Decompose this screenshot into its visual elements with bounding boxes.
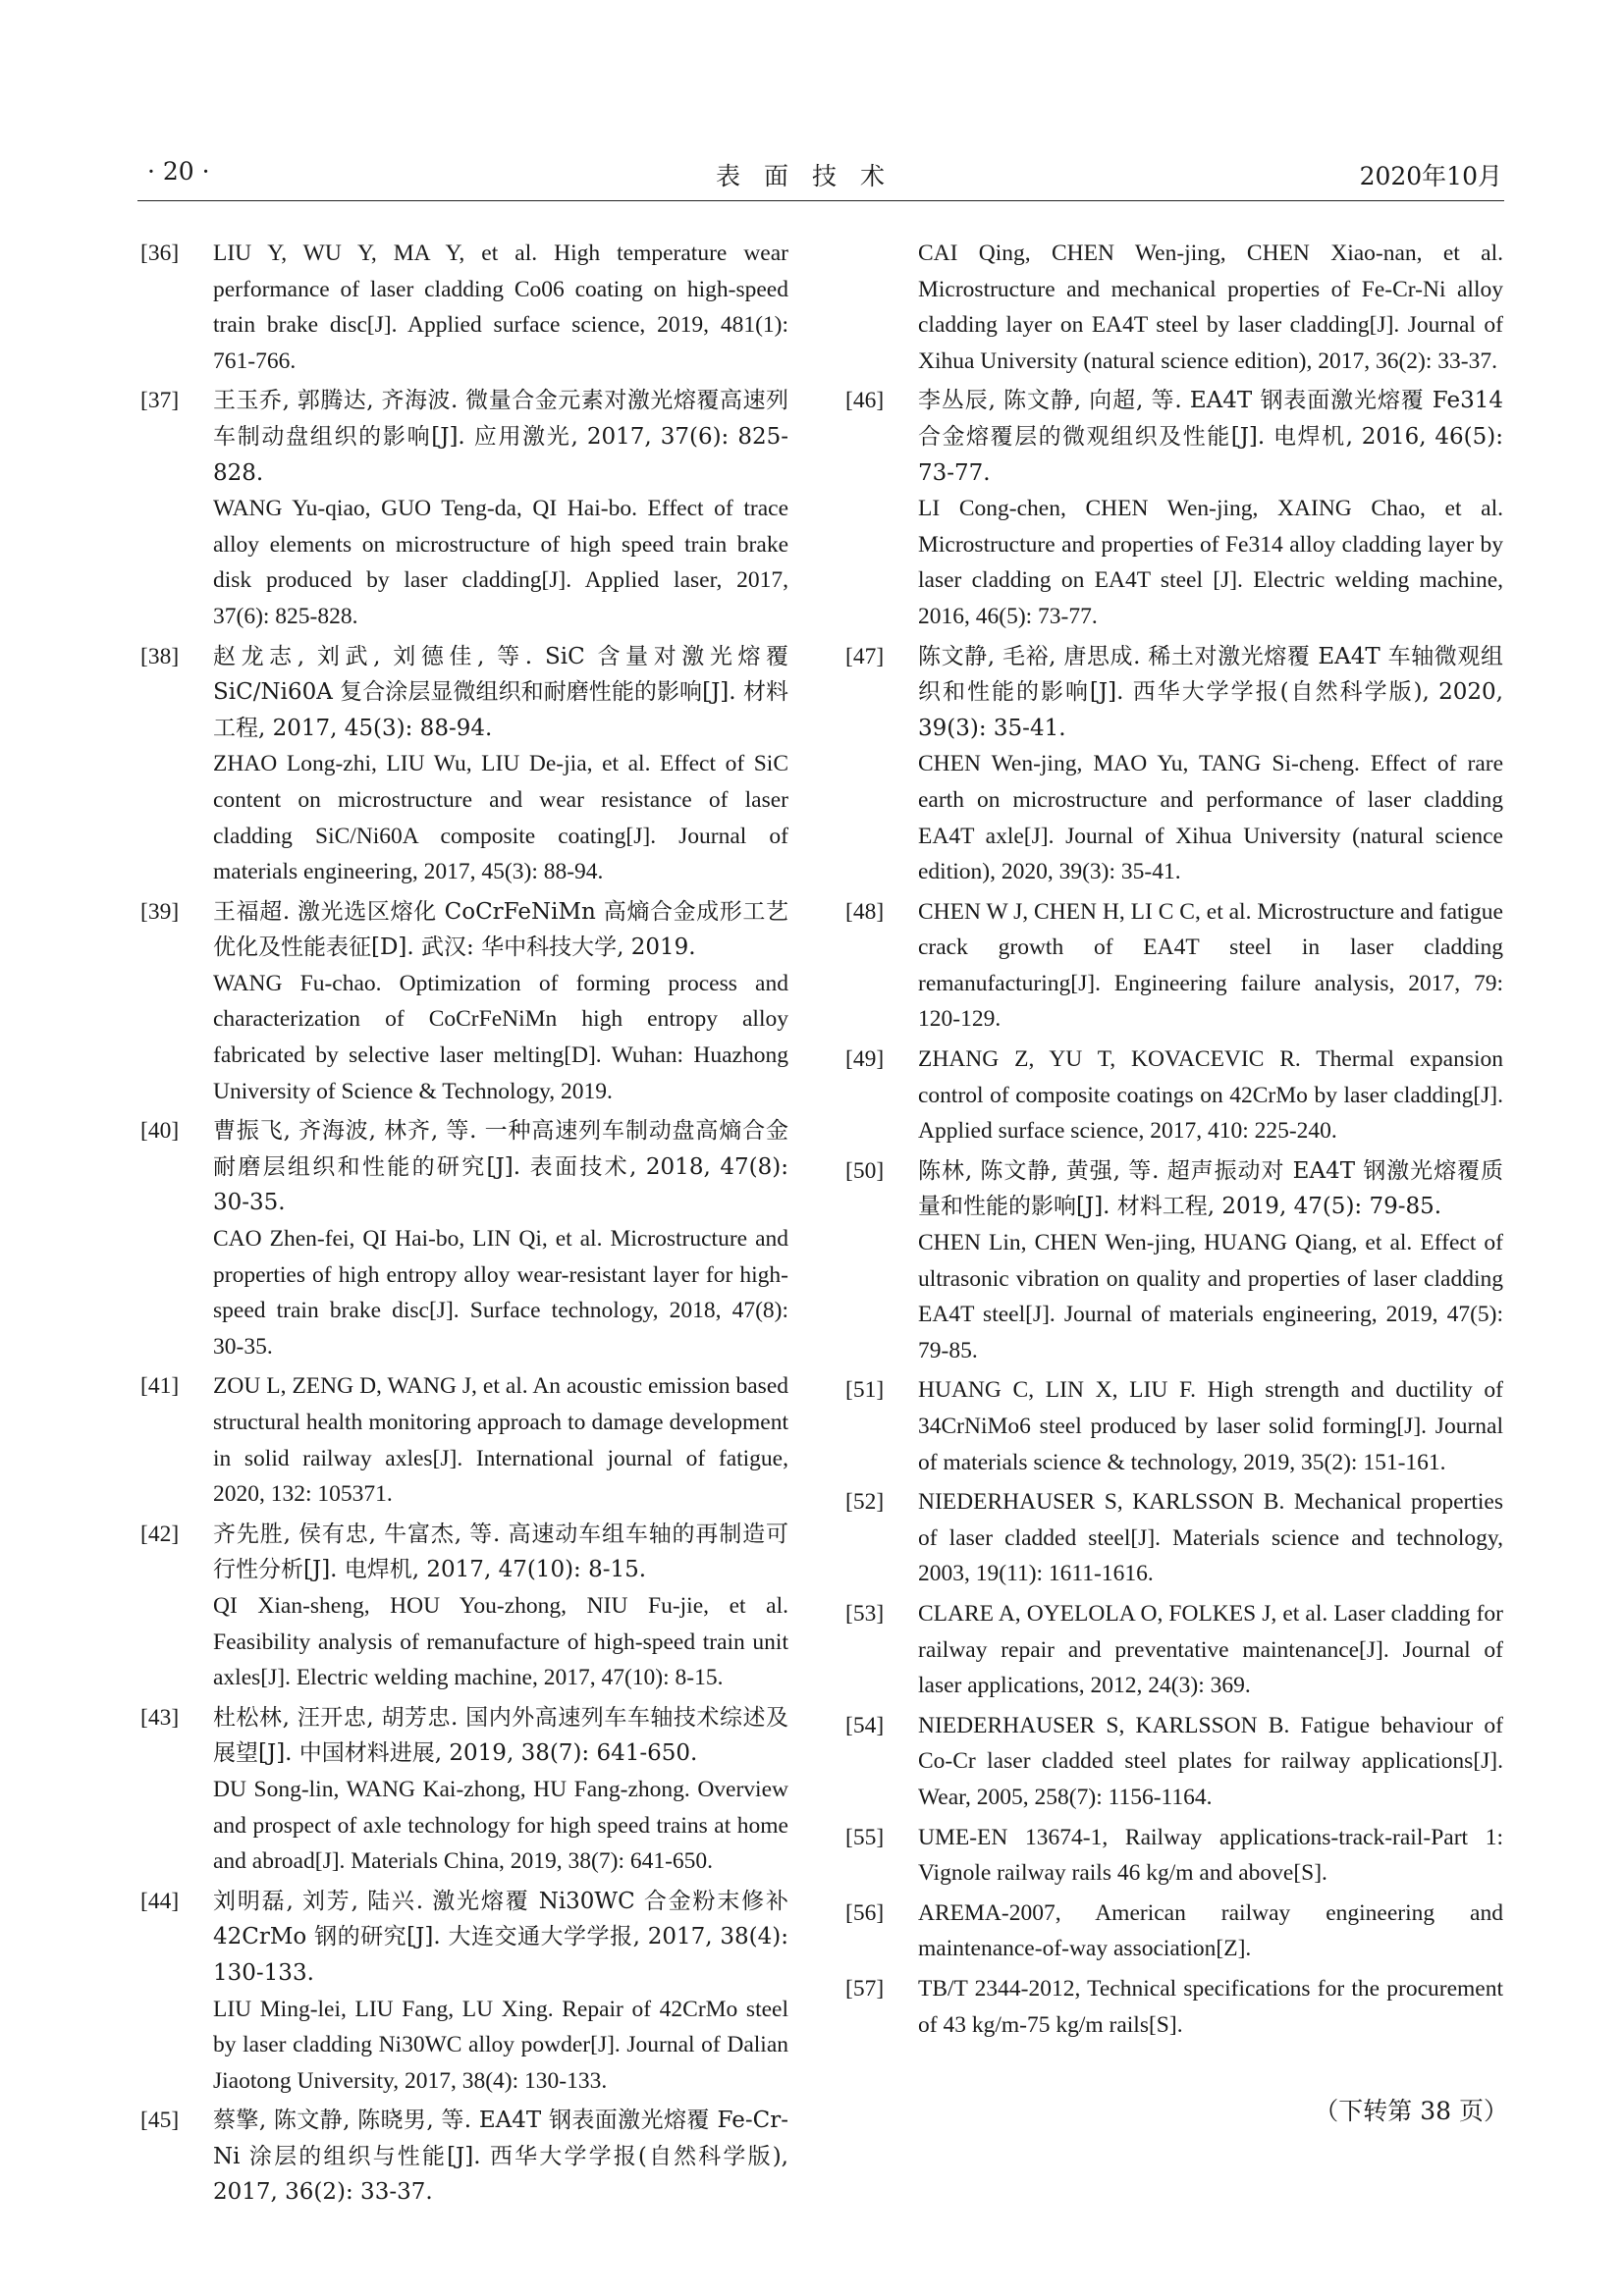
reference-english: ZHANG Z, YU T, KOVACEVIC R. Thermal expansion control of composite coatings on 42CrMo by laser cladding[J]. Applied surface science, 2017, 410: 225-240. <box>918 1046 1503 1145</box>
reference-entry <box>140 1517 788 1696</box>
reference-entry <box>140 1700 788 1880</box>
reference-number: [50] <box>845 1157 885 1184</box>
reference-column-left <box>140 236 788 2215</box>
reference-entry <box>845 1153 1503 1369</box>
reference-number: [55] <box>845 1824 885 1850</box>
reference-chinese: 赵龙志, 刘武, 刘德佳, 等. SiC 含量对激光熔覆 SiC/Ni60A 复合涂层显微组织和耐磨性能的影响[J]. 材料工程, 2017, 45(3): 88-94. <box>213 643 788 741</box>
reference-chinese: 王福超. 激光选区熔化 CoCrFeNiMn 高熵合金成形工艺优化及性能表征[D]. 武汉: 华中科技大学, 2019. <box>213 898 788 961</box>
reference-english: WANG Yu-qiao, GUO Teng-da, QI Hai-bo. Effect of trace alloy elements on microstructure of high speed train brake disk produced by laser cladding[J]. Applied laser, 2017, 37(6): 825-828. <box>213 496 788 629</box>
reference-entry <box>845 1041 1503 1149</box>
reference-english: LI Cong-chen, CHEN Wen-jing, XAING Chao, et al. Microstructure and properties of Fe314 alloy cladding layer by laser cladding on EA4T steel [J]. Electric welding machine, 2016, 46(5): 73-77. <box>918 496 1503 629</box>
reference-chinese: 陈林, 陈文静, 黄强, 等. 超声振动对 EA4T 钢激光熔覆质量和性能的影响[J]. 材料工程, 2019, 47(5): 79-85. <box>918 1157 1503 1220</box>
reference-chinese: 刘明磊, 刘芳, 陆兴. 激光熔覆 Ni30WC 合金粉末修补 42CrMo 钢的研究[J]. 大连交通大学学报, 2017, 38(4): 130-133. <box>213 1888 788 1986</box>
reference-entry <box>845 383 1503 634</box>
header-rule <box>137 200 1504 201</box>
reference-chinese: 齐先胜, 侯有忠, 牛富杰, 等. 高速动车组车轴的再制造可行性分析[J]. 电焊机, 2017, 47(10): 8-15. <box>213 1521 788 1583</box>
reference-number: [49] <box>845 1046 885 1073</box>
reference-entry <box>845 1484 1503 1592</box>
reference-english: QI Xian-sheng, HOU You-zhong, NIU Fu-jie, et al. Feasibility analysis of remanufacture of high-speed train unit axles[J]. Electric welding machine, 2017, 47(10): 8-15. <box>213 1592 788 1691</box>
reference-english: AREMA-2007, American railway engineering and maintenance-of-way association[Z]. <box>918 1899 1503 1962</box>
reference-number: [42] <box>140 1521 180 1547</box>
reference-number: [56] <box>845 1899 885 1926</box>
reference-entry <box>845 1372 1503 1480</box>
reference-number: [37] <box>140 388 180 414</box>
reference-number: [44] <box>140 1888 180 1914</box>
reference-entry <box>845 1820 1503 1892</box>
reference-chinese: 陈文静, 毛裕, 唐思成. 稀土对激光熔覆 EA4T 车轴微观组织和性能的影响[J]. 西华大学学报(自然科学版), 2020, 39(3): 35-41. <box>918 643 1503 741</box>
reference-number: [41] <box>140 1373 180 1400</box>
reference-english: CHEN Lin, CHEN Wen-jing, HUANG Qiang, et al. Effect of ultrasonic vibration on quality and properties of laser cladding EA4T steel[J]. Journal of materials engineering, 2019, 47(5): 79-85. <box>918 1230 1503 1363</box>
reference-continuation <box>845 236 1503 379</box>
journal-title: 表面技术 <box>715 162 908 190</box>
reference-entry <box>140 1884 788 2100</box>
reference-entry <box>845 894 1503 1038</box>
reference-number: [53] <box>845 1600 885 1627</box>
reference-column-right <box>845 236 1503 2047</box>
reference-english: ZHAO Long-zhi, LIU Wu, LIU De-jia, et al. Effect of SiC content on microstructure and wear resistance of laser cladding SiC/Ni60A composite coating[J]. Journal of materials engineering, 2017, 45(3): 88-94. <box>213 751 788 885</box>
reference-entry <box>140 894 788 1110</box>
reference-entry <box>140 1113 788 1364</box>
reference-entry <box>140 1368 788 1512</box>
reference-number: [48] <box>845 898 885 925</box>
reference-number: [36] <box>140 240 180 266</box>
reference-english: NIEDERHAUSER S, KARLSSON B. Mechanical properties of laser cladded steel[J]. Materials science and technology, 2003, 19(11): 1611-1616. <box>918 1489 1503 1587</box>
reference-english: CHEN W J, CHEN H, LI C C, et al. Microstructure and fatigue crack growth of EA4T steel in laser cladding remanufacturing[J]. Engineering failure analysis, 2017, 79: 120-129. <box>918 898 1503 1033</box>
reference-entry <box>845 1708 1503 1816</box>
page-number-label: · 20 · <box>147 157 210 186</box>
reference-chinese: 王玉乔, 郭腾达, 齐海波. 微量合金元素对激光熔覆高速列车制动盘组织的影响[J]. 应用激光, 2017, 37(6): 825-828. <box>213 388 788 486</box>
reference-number: [51] <box>845 1377 885 1404</box>
reference-entry <box>140 236 788 379</box>
reference-english: UME-EN 13674-1, Railway applications-track-rail-Part 1: Vignole railway rails 46 kg/m and above[S]. <box>918 1824 1503 1887</box>
reference-number: [43] <box>140 1704 180 1731</box>
reference-english: TB/T 2344-2012, Technical specifications for the procurement of 43 kg/m-75 kg/m rails[S]. <box>918 1975 1503 2038</box>
reference-number: [47] <box>845 643 885 669</box>
reference-entry <box>140 639 788 890</box>
issue-date: 2020年10月 <box>1359 162 1502 190</box>
reference-english: LIU Y, WU Y, MA Y, et al. High temperature wear performance of laser cladding Co06 coating on high-speed train brake disc[J]. Applied surface science, 2019, 481(1): 761-766. <box>213 240 788 374</box>
reference-english: CHEN Wen-jing, MAO Yu, TANG Si-cheng. Effect of rare earth on microstructure and performance of laser cladding EA4T axle[J]. Journal of Xihua University (natural science edition), 2020, 39(3): 35-41. <box>918 751 1503 885</box>
reference-entry <box>845 639 1503 890</box>
reference-english: CLARE A, OYELOLA O, FOLKES J, et al. Laser cladding for railway repair and preventative maintenance[J]. Journal of laser applications, 2012, 24(3): 369. <box>918 1600 1503 1699</box>
reference-number: [45] <box>140 2108 180 2134</box>
reference-number: [40] <box>140 1118 180 1145</box>
reference-english: DU Song-lin, WANG Kai-zhong, HU Fang-zhong. Overview and prospect of axle technology for high speed trains at home and abroad[J]. Materials China, 2019, 38(7): 641-650. <box>213 1776 788 1875</box>
continued-on-note: （下转第 38 页） <box>1314 2097 1508 2125</box>
reference-number: [57] <box>845 1975 885 2002</box>
reference-entry <box>845 1971 1503 2043</box>
reference-number: [46] <box>845 388 885 414</box>
reference-english: HUANG C, LIN X, LIU F. High strength and ductility of 34CrNiMo6 steel produced by laser solid forming[J]. Journal of materials science & technology, 2019, 35(2): 151-161. <box>918 1377 1503 1475</box>
reference-number: [54] <box>845 1712 885 1738</box>
reference-english: WANG Fu-chao. Optimization of forming process and characterization of CoCrFeNiMn high entropy alloy fabricated by selective laser melting[D]. Wuhan: Huazhong University of Science & Technology, 2019. <box>213 970 788 1104</box>
reference-entry <box>845 1896 1503 1967</box>
reference-number: [38] <box>140 643 180 669</box>
reference-english: CAI Qing, CHEN Wen-jing, CHEN Xiao-nan, et al. Microstructure and mechanical properties of Fe-Cr-Ni alloy cladding layer on EA4T steel by laser cladding[J]. Journal of Xihua University (natural science edition), 2017, 36(2): 33-37. <box>918 240 1503 374</box>
reference-entry <box>845 1596 1503 1704</box>
reference-chinese: 曹振飞, 齐海波, 林齐, 等. 一种高速列车制动盘高熵合金耐磨层组织和性能的研究[J]. 表面技术, 2018, 47(8): 30-35. <box>213 1118 788 1216</box>
reference-chinese: 李丛辰, 陈文静, 向超, 等. EA4T 钢表面激光熔覆 Fe314 合金熔覆层的微观组织及性能[J]. 电焊机, 2016, 46(5): 73-77. <box>918 388 1503 486</box>
reference-entry <box>140 2103 788 2211</box>
reference-english: LIU Ming-lei, LIU Fang, LU Xing. Repair of 42CrMo steel by laser cladding Ni30WC alloy powder[J]. Journal of Dalian Jiaotong University, 2017, 38(4): 130-133. <box>213 1996 788 2094</box>
reference-chinese: 蔡擎, 陈文静, 陈晓男, 等. EA4T 钢表面激光熔覆 Fe-Cr-Ni 涂层的组织与性能[J]. 西华大学学报(自然科学版), 2017, 36(2): 33-37. <box>213 2108 788 2206</box>
reference-entry <box>140 383 788 634</box>
reference-number: [39] <box>140 898 180 925</box>
reference-english: CAO Zhen-fei, QI Hai-bo, LIN Qi, et al. Microstructure and properties of high entropy alloy wear-resistant layer for high-speed train brake disc[J]. Surface technology, 2018, 47(8): 30-35. <box>213 1226 788 1360</box>
reference-chinese: 杜松林, 汪开忠, 胡芳忠. 国内外高速列车车轴技术综述及展望[J]. 中国材料进展, 2019, 38(7): 641-650. <box>213 1704 788 1767</box>
reference-number: [52] <box>845 1489 885 1516</box>
reference-english: NIEDERHAUSER S, KARLSSON B. Fatigue behaviour of Co-Cr laser cladded steel plates for railway applications[J]. Wear, 2005, 258(7): 1156-1164. <box>918 1712 1503 1810</box>
reference-english: ZOU L, ZENG D, WANG J, et al. An acoustic emission based structural health monitoring approach to damage development in solid railway axles[J]. International journal of fatigue, 2020, 132: 105371. <box>213 1373 788 1508</box>
